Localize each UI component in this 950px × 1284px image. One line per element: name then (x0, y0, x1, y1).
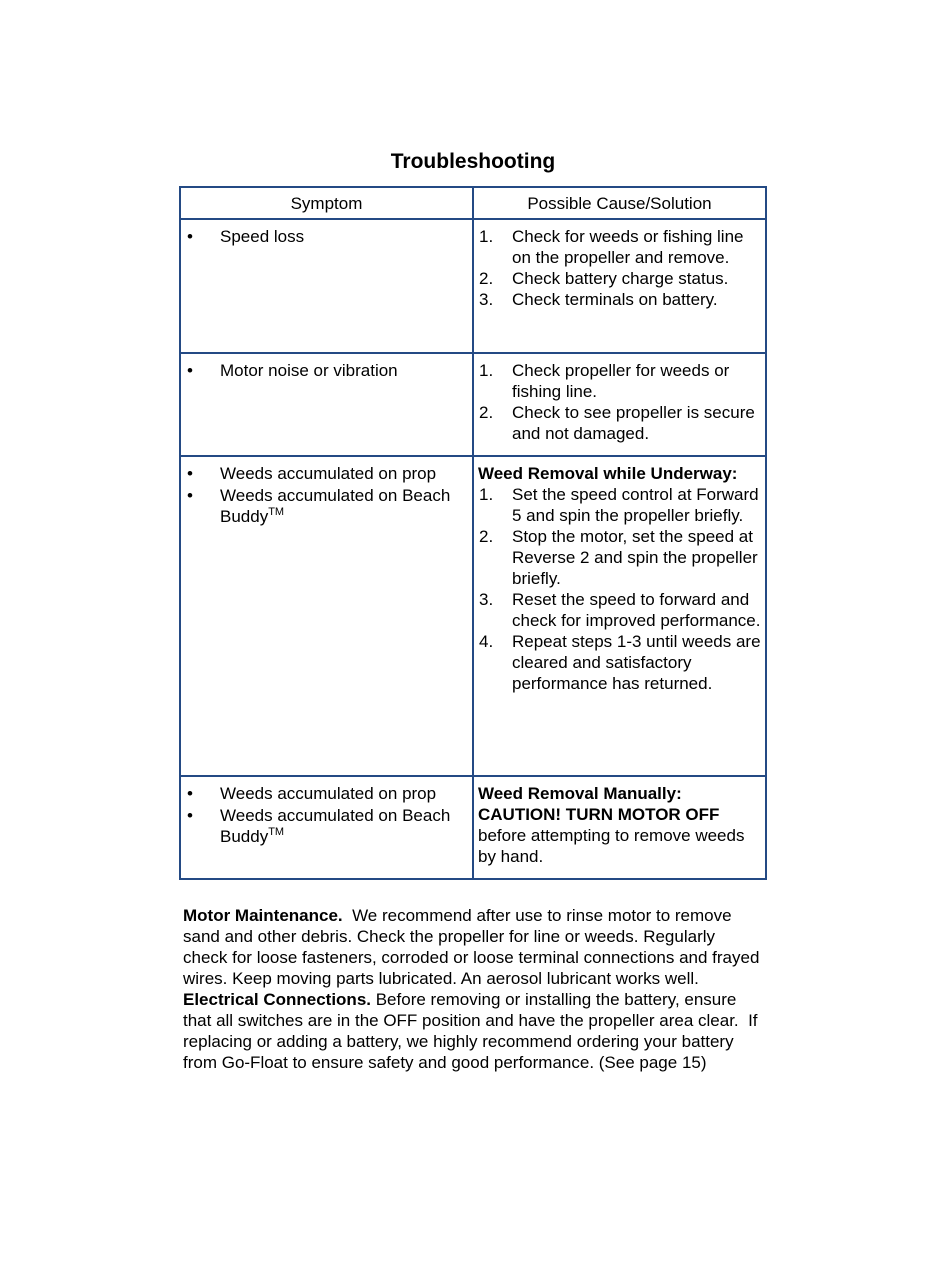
symptom-item: • Weeds accumulated on Beach Buddy™ (187, 486, 451, 526)
symptom-item: • Weeds accumulated on prop (187, 464, 437, 483)
solution-step: 4. Repeat steps 1-3 until weeds are cleared and satisfactory performance has returned. (478, 632, 761, 693)
table-row (180, 456, 766, 776)
symptom-cell (180, 353, 473, 456)
solution-heading: Weed Removal Manually: (477, 784, 682, 803)
trademark-mark: TM (268, 826, 285, 838)
solution-cell (473, 456, 766, 776)
solution-step: 1. Set the speed control at Forward 5 and spin the propeller briefly. (478, 485, 759, 525)
symptom-item: • Weeds accumulated on prop (187, 784, 437, 803)
trademark-mark: TM (268, 506, 285, 518)
solution-text: before attempting to remove weeds by hand. (477, 826, 745, 866)
solution-step: 2. Check to see propeller is secure and not damaged. (478, 403, 755, 443)
solution-heading: Weed Removal while Underway: (477, 464, 738, 483)
table-row (180, 776, 766, 879)
solution-cell (473, 776, 766, 879)
symptom-item: • Speed loss (187, 227, 305, 246)
bullet-icon: • (187, 227, 193, 246)
symptom-cell (180, 456, 473, 776)
symptom-item: • Weeds accumulated on Beach Buddy™ (187, 806, 451, 846)
symptom-cell (180, 219, 473, 353)
paragraph-heading: Motor Maintenance. (183, 906, 343, 925)
caution-warning: CAUTION! TURN MOTOR OFF (477, 805, 720, 824)
troubleshooting-table (179, 186, 767, 880)
solution-step: 2. Stop the motor, set the speed at Reverse 2 and spin the propeller briefly. (478, 527, 758, 588)
solution-step: 3. Reset the speed to forward and check for improved performance. (478, 590, 761, 630)
page-title: Troubleshooting (390, 150, 556, 173)
solution-cell (473, 219, 766, 353)
header-solution: Possible Cause/Solution (473, 187, 766, 219)
bullet-icon: • (187, 486, 193, 505)
motor-maintenance-paragraph: Motor Maintenance. We recommend after use to rinse motor to remove sand and other debris. Check the propeller for line or weeds. Regularly check for loose fasteners, corroded or loose terminal connections and frayed wires. Keep moving parts lubricated. An aerosol lubricant works well. (183, 906, 765, 988)
bullet-icon: • (187, 784, 193, 803)
symptom-item: • Motor noise or vibration (187, 361, 398, 380)
bullet-icon: • (187, 806, 193, 825)
solution-step: 3. Check terminals on battery. (478, 290, 718, 309)
electrical-connections-paragraph: Electrical Connections. Before removing or installing the battery, ensure that all switches are in the OFF position and have the propeller area clear. If replacing or adding a battery, we highly recommend ordering your battery from Go-Float to ensure safety and good performance. (See page 15) (183, 990, 763, 1072)
paragraph-heading: Electrical Connections. (183, 990, 371, 1009)
header-symptom: Symptom (180, 187, 473, 219)
table-row (180, 353, 766, 456)
bullet-icon: • (187, 361, 193, 380)
table-header-row (180, 187, 766, 219)
solution-step: 1. Check propeller for weeds or fishing line. (478, 361, 730, 401)
bullet-icon: • (187, 464, 193, 483)
maintenance-notes (183, 905, 763, 1073)
solution-cell (473, 353, 766, 456)
table-row (180, 219, 766, 353)
solution-step: 2. Check battery charge status. (478, 269, 729, 288)
symptom-cell (180, 776, 473, 879)
solution-step: 1. Check for weeds or fishing line on the propeller and remove. (478, 227, 744, 267)
